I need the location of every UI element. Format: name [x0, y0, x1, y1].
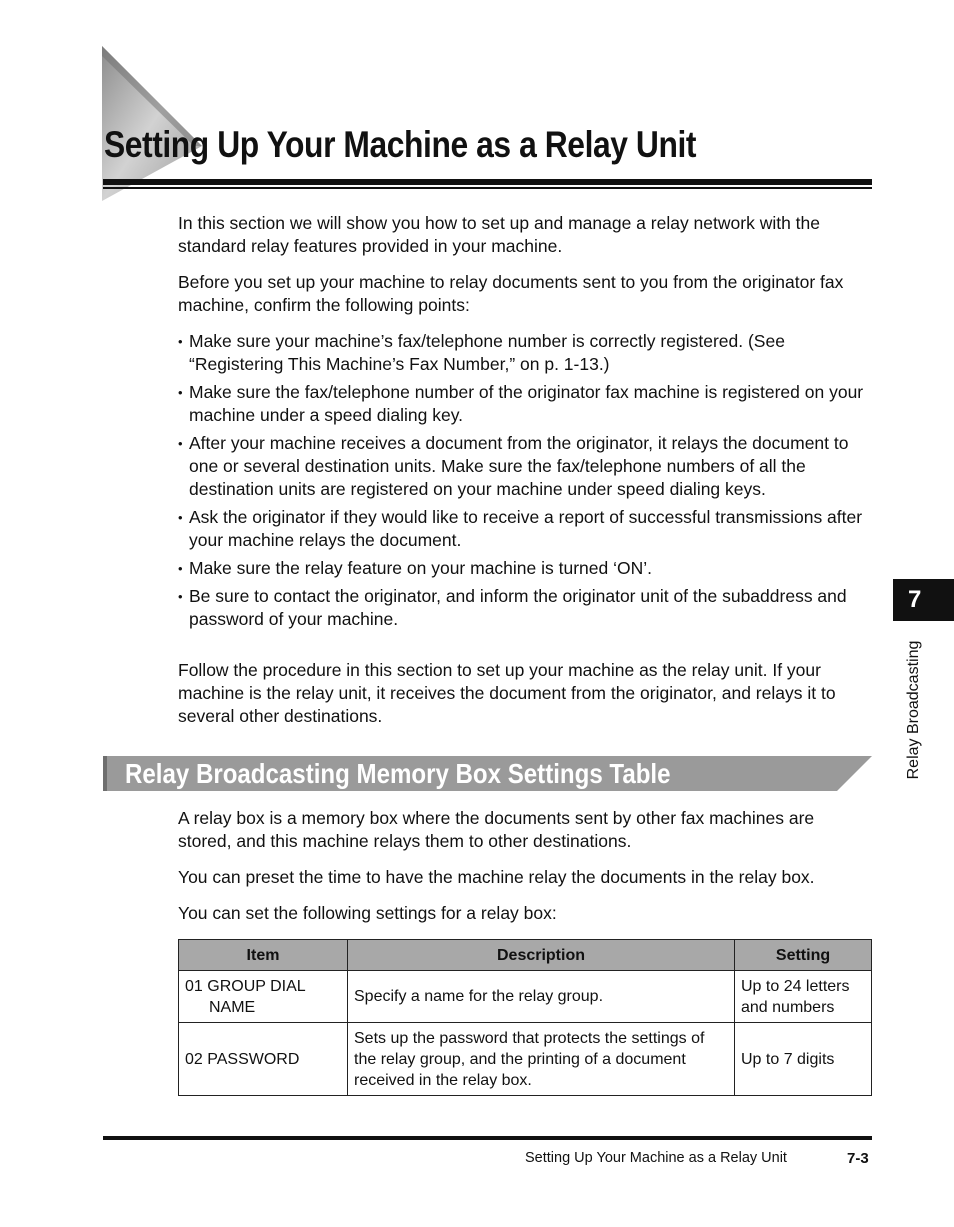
- section-block: [178, 807, 870, 853]
- checklist-item: [178, 585, 872, 631]
- description-cell: Specify a name for the relay group.: [348, 971, 735, 1023]
- bullet-icon: •: [178, 385, 183, 400]
- item-name-continuation: NAME: [209, 998, 256, 1016]
- setting-cell: Up to 24 letters and numbers: [735, 971, 872, 1023]
- section-block-2: [178, 866, 870, 889]
- table-row: [179, 971, 872, 1023]
- item-name-line: 02 PASSWORD: [185, 1050, 300, 1068]
- checklist-item-text: Make sure the fax/telephone number of the originator fax machine is registered on your machine under a speed dialing key.: [189, 382, 864, 425]
- follow-paragraph: Follow the procedure in this section to set up your machine as the relay unit. If your machine is the relay unit, it receives the document from the originator, and relays it to several other destinations.: [178, 660, 836, 726]
- title-rule-thin: [103, 187, 872, 189]
- checklist-item: [178, 432, 872, 501]
- bullet-icon: •: [178, 561, 183, 576]
- follow-block: [178, 659, 870, 728]
- chapter-tab[interactable]: 7: [893, 579, 954, 621]
- table-header-row: [179, 940, 872, 971]
- checklist-item: [178, 506, 872, 552]
- footer-rule: [103, 1136, 872, 1140]
- checklist-item-text: Make sure the relay feature on your machine is turned ‘ON’.: [189, 558, 652, 578]
- bullet-icon: •: [178, 589, 183, 604]
- checklist-item-text: Ask the originator if they would like to receive a report of successful transmissions after your machine relays the document.: [189, 507, 863, 550]
- intro-paragraph: Before you set up your machine to relay documents sent to you from the originator fax machine, confirm the following points:: [178, 272, 844, 315]
- chapter-tab-label: Relay Broadcasting: [905, 640, 922, 780]
- page-number: 7-3: [847, 1150, 869, 1167]
- bullet-icon: •: [178, 436, 183, 451]
- column-header-description: Description: [348, 940, 735, 971]
- item-cell: [179, 1023, 348, 1096]
- section-paragraph: You can set the following settings for a relay box:: [178, 903, 557, 923]
- checklist-item: [178, 381, 872, 427]
- section-block-3: [178, 902, 870, 925]
- description-cell: Sets up the password that protects the settings of the relay group, and the printing of a document received in the relay box.: [348, 1023, 735, 1096]
- footer-section-title: Setting Up Your Machine as a Relay Unit: [525, 1150, 787, 1166]
- intro-block-2: [178, 271, 870, 317]
- checklist-item-text: Make sure your machine’s fax/telephone number is correctly registered. (See “Registering This Machine’s Fax Number,” on p. 1-13.): [189, 331, 785, 374]
- intro-paragraph: In this section we will show you how to set up and manage a relay network with the standard relay features provided in your machine.: [178, 213, 821, 256]
- intro-block: [178, 212, 870, 258]
- section-heading: Relay Broadcasting Memory Box Settings Table: [125, 758, 671, 789]
- item-cell: [179, 971, 348, 1023]
- bullet-icon: •: [178, 334, 183, 349]
- column-header-item: Item: [179, 940, 348, 971]
- column-header-setting: Setting: [735, 940, 872, 971]
- checklist-item: [178, 557, 872, 580]
- page-title: Setting Up Your Machine as a Relay Unit: [104, 124, 697, 165]
- title-rule: [103, 179, 872, 185]
- checklist: [178, 330, 872, 636]
- section-paragraph: A relay box is a memory box where the documents sent by other fax machines are stored, and this machine relays them to other destinations.: [178, 808, 815, 851]
- section-paragraph: You can preset the time to have the machine relay the documents in the relay box.: [178, 867, 815, 887]
- item-name-line: 01 GROUP DIAL: [185, 977, 306, 995]
- table-row: [179, 1023, 872, 1096]
- checklist-item: [178, 330, 872, 376]
- checklist-item-text: Be sure to contact the originator, and inform the originator unit of the subaddress and password of your machine.: [189, 586, 847, 629]
- checklist-item-text: After your machine receives a document from the originator, it relays the document to one or several destination units. Make sure the fax/telephone numbers of all the destination units are registered on your machine under speed dialing keys.: [189, 433, 849, 499]
- setting-cell: Up to 7 digits: [735, 1023, 872, 1096]
- settings-table: [178, 939, 872, 1096]
- bullet-icon: •: [178, 510, 183, 525]
